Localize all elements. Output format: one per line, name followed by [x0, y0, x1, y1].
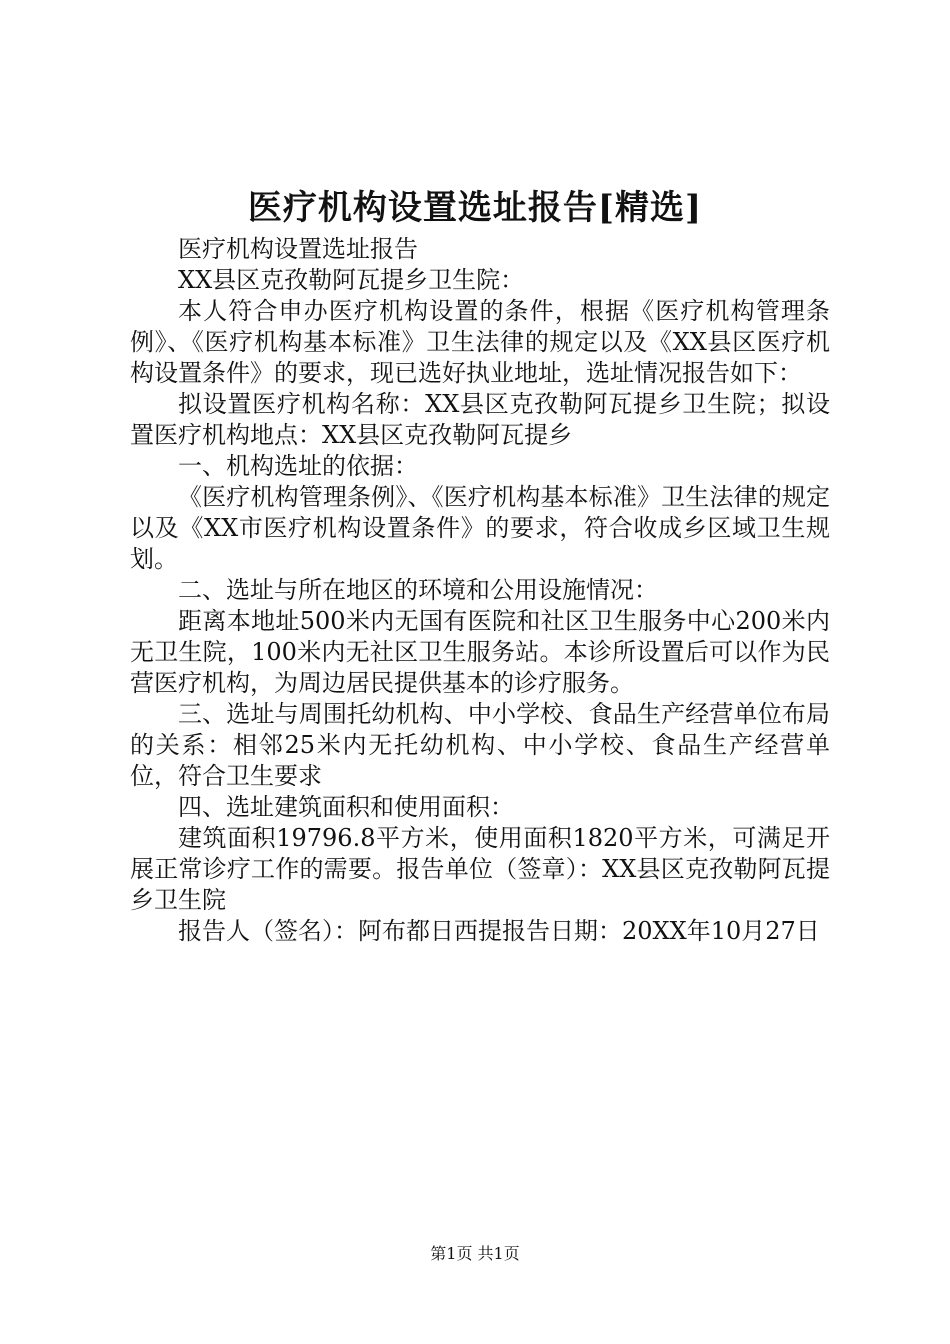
- paragraph-section-1: 《医疗机构管理条例》、《医疗机构基本标准》卫生法律的规定以及《XX市医疗机构设置条件》的要求，符合收成乡区域卫生规划。: [130, 483, 830, 573]
- document-body: [130, 234, 830, 947]
- paragraph-signature: 报告人（签名）：阿布都日西提报告日期：20XX年10月27日: [178, 917, 820, 945]
- paragraph-heading: 医疗机构设置选址报告: [178, 235, 418, 263]
- section-heading-2: 二、选址与所在地区的环境和公用设施情况：: [178, 576, 658, 604]
- paragraph-section-2: 距离本地址500米内无国有医院和社区卫生服务中心200米内无卫生院，100米内无社区卫生服务站。本诊所设置后可以作为民营医疗机构，为周边居民提供基本的诊疗服务。: [130, 607, 830, 697]
- paragraph-intro: 本人符合申办医疗机构设置的条件，根据《医疗机构管理条例》、《医疗机构基本标准》卫生法律的规定以及《XX县区医疗机构设置条件》的要求，现已选好执业地址，选址情况报告如下：: [130, 297, 830, 387]
- section-heading-1: 一、机构选址的依据：: [178, 452, 418, 480]
- page-number-footer: 第1页 共1页: [430, 1244, 520, 1263]
- paragraph-addressee: XX县区克孜勒阿瓦提乡卫生院：: [178, 266, 525, 294]
- paragraph-section-4: 建筑面积19796.8平方米，使用面积1820平方米，可满足开展正常诊疗工作的需要。报告单位（签章）：XX县区克孜勒阿瓦提乡卫生院: [130, 824, 830, 914]
- paragraph-section-3: 三、选址与周围托幼机构、中小学校、食品生产经营单位布局的关系：相邻25米内无托幼机构、中小学校、食品生产经营单位，符合卫生要求: [130, 700, 830, 790]
- section-heading-4: 四、选址建筑面积和使用面积：: [178, 793, 514, 821]
- document-title: 医疗机构设置选址报告[精选]: [247, 188, 703, 228]
- paragraph-institution-info: 拟设置医疗机构名称：XX县区克孜勒阿瓦提乡卫生院；拟设置医疗机构地点：XX县区克孜勒阿瓦提乡: [130, 390, 830, 449]
